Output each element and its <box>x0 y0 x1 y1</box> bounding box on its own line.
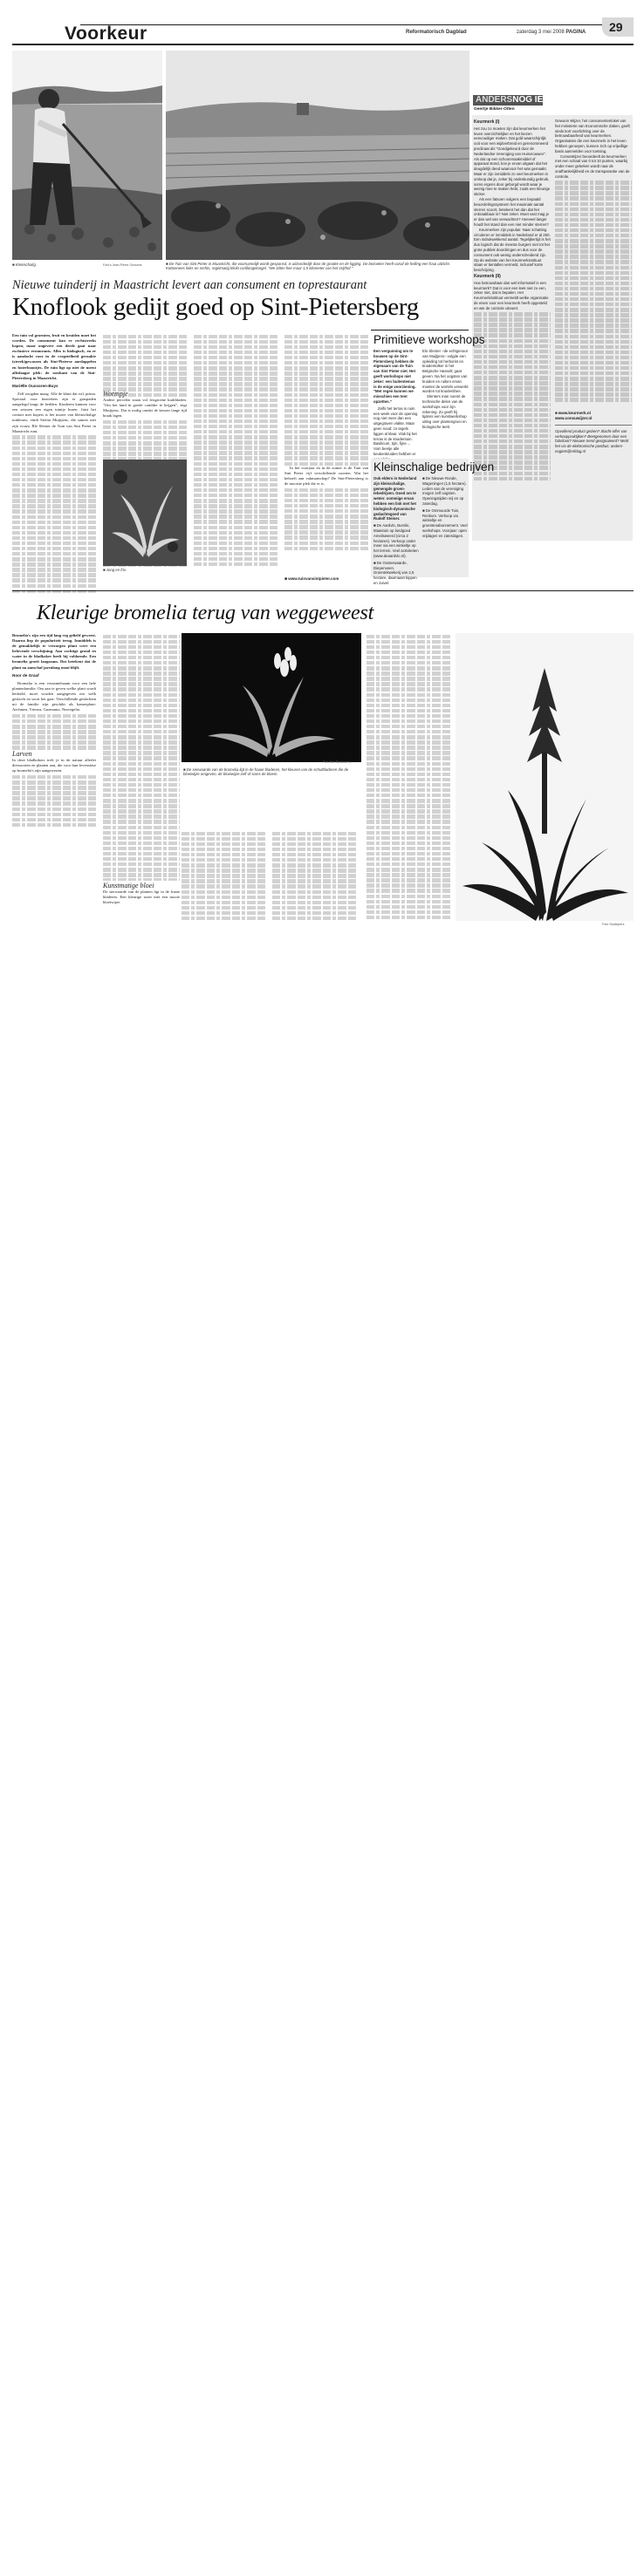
link-tuinvansintpieter[interactable]: www.tuinvansintpieter.com <box>288 576 339 581</box>
article2-body2: In deze bladkokers treft je in de natuur allerlei diersoorten en planten aan, die voor hun levensfase op bromelia's zijn aangewezen. <box>12 758 96 773</box>
workshops-lead: Een vergunning om te bouwen op de Sint-Pietersberg hebben de eigenaars van de Tuin van Sint Pieter niet. Het geeft workshops niet zeker: een buitentemas is de enige voorziening. "Met regen kunnen we misschien een tent opzetten." <box>373 349 416 404</box>
masthead-bottom-rule <box>12 44 634 45</box>
photo-landscape-caption <box>166 262 469 271</box>
kleinschalige-b2 <box>373 561 419 586</box>
article2-subhead-larven: Larven <box>12 750 32 758</box>
article1-byline: Mariëlle Oussoren-Buys <box>12 383 58 388</box>
column-note: Opvallend product gezien? Slacht-offer van verkooppraktijken? Beetgenomen door een fabrikant? Nieuwe trend gesignaleerd? Meld het via de elektronische postbus: anders-nogiets@refdag.nl <box>555 428 629 454</box>
article-separator <box>12 590 634 591</box>
column-p3: Keurmerken zijn populair. Naar schatting circuleren er inmiddels in Nederland er al 250. Een indrukwekkend aantal. Tegelijkertijd is het dus logisch dat de meeste burgers niet tot het grote publiek doordringen en dus voor de consument ook weinig onderscheidend zijn. Op de website van het Keurmerkinstituut staan er tientallen vermeld, inclusief korte beschrijving. <box>474 227 551 273</box>
column-brand-text <box>476 95 554 106</box>
article2-headline: Kleurige bromelia terug van weggeweest <box>37 602 374 624</box>
article1-headline: Knoflook gedijt goed op Sint-Pietersberg <box>12 293 419 321</box>
article2-byline: Noor de Graaf <box>12 672 39 678</box>
workshops-body1: Zelfs het terras is ruim een week voor de opening nog niet meer dan een uitgegraven vlakte. Maar geen nood: zo tegels liggen al klaar. Vlak bij het terras is de kruidentuin. Basilicum, tijm, fijne ... Vom beetje alle keukenkruiden hebben er <box>373 405 418 456</box>
masthead-top-rule <box>80 24 604 25</box>
article2-subhead-kunstmatige: Kunstmatige bloei <box>103 882 154 889</box>
kleinschalige-lead: Ook elders in Nederland zijn kleinschalige, gemengde groentebedrijven. Goed om te weten: sommige ervan hebben een link met het biologisch-dynamische gedachtegoed van Rudolf Steiner. <box>373 476 417 521</box>
article1-col4-text-a <box>284 335 368 466</box>
article2-body1: Bromelia is een verzamelnaam voor een hele plantenfamilie. Om aan te geven welke plant wordt bedoeld, moet worden aangegeven om welk geslacht en soort het gaat. Verschillende geslachten uit de familie zijn geschikt als kamerplant: Aechmea, Vriesea, Guzmania, Neoregelia. <box>12 680 96 712</box>
column-text-continuation-2 <box>555 181 632 407</box>
caption-text: De Tuin van Sint Pieter in Maastricht, die voornamelijk wordt gesponsd, is uitzonderlijk door de grootte en de ligging. De bezoeker heeft vanaf de helling een fraai uitzicht. Kottonnees links en rechts, regelmatig klinkt carillongelongel. "We zitten hier maar 1,5 kilometer van het Vrijthof." <box>166 262 450 271</box>
section-title: Voorkeur <box>65 24 147 44</box>
column-text-continuation <box>474 312 551 2056</box>
kleinschalige-b1 <box>373 523 419 559</box>
article2-col5 <box>367 633 450 925</box>
bedrijf-2: De Oosterwaarde, Diepenveen. Groentekwekerij van 2,5 hectare, daarnaast kippen en zuivel. <box>373 560 417 585</box>
column-box-col2 <box>555 119 632 540</box>
link-consuwijzer[interactable]: www.consuwijzer.nl <box>555 416 593 421</box>
square-bullet-icon: ■ <box>422 508 426 513</box>
bullet-icon: ■ <box>103 568 106 572</box>
plant-illustration <box>103 460 187 566</box>
column-p6: ConsuWijzer beoordeelt de keurmerken met een schaal van 0 tot 10 punten, waarbij onder meer gekeken wordt naar de onafhankelijkheid en de transparantie van de controle. <box>555 153 630 179</box>
bromelia-illustration <box>182 633 361 762</box>
workshops-col2 <box>422 349 469 455</box>
photo-bromelia-tall <box>456 633 634 921</box>
article2-col3b <box>182 830 265 926</box>
bromelia-tall-illustration <box>456 633 634 921</box>
bedrijf-1: De Aardvlo, Burniki, Maastuin op landgoed Amelisweerd (circa 2 hectares). Verkoop onder meer via een winkeltje op het terrein. Veel activiteiten (www.deaardvlo.nl). <box>373 523 419 558</box>
workshops-title: Primitieve workshops <box>373 333 485 346</box>
article2-col3-text <box>182 832 265 2576</box>
article1-lead: Een tuin vol groenten, fruit en kruiden moet het worden. De consument kan er rechtstreeks kopen, maar ongeveer een derde gaat naar exclusieve restaurants. Alles is biologisch, en er is aandacht voor in de vergetelheid geraakte (streek)gewassen als Sint-Pieterse aardappelen en boterboontjes. De tuin ligt op niet de meest alledaagse plek: de oostkant van de Sint-Pietersberg in Maastricht. <box>12 333 96 380</box>
workshops-body2: Elo Slenter –de echtgenoot van Muijtjens– volgde een opleiding tot herborist en kruidentolker in het Belgische Hasselt; gaat geven. Na het oogsten van kruiden en ruiken ervan moeten de wortels verwerkt worden tot kruidenthee. <box>422 349 469 394</box>
date-line <box>517 30 586 35</box>
article2-col5-text <box>367 635 450 2379</box>
brand-b: NOG IETS <box>512 95 555 105</box>
article1-col4 <box>284 333 368 558</box>
article1-col2-text-a <box>103 335 187 389</box>
article2-col1-text <box>12 714 96 749</box>
kleinschalige-b4 <box>422 508 469 539</box>
photo-young-plant-caption <box>103 568 187 572</box>
column-p1: Het zou zo moeten zijn dat keurmerken het leven overzichtelijker en het kiezen eenvoudiger maken. Dat gold waarschijnlijk ooit voor een wijdverbreid en gerenommeerd predicaat als "Goedgekeurd door de Nederlandse Vereniging van Huisvrouwen". Als dat op een schoonmaakmiddel of apparaat stond, kon je ervan uitgaan dat het deugdelijk deed waarvoor het was gemaakt. Maar er zijn inmiddels zo veel keurmerken in omloop dat je, zeker bij ondeskundig gebruik, soms ergens door geborgd wordt waar je weinig mee te maken hebt, zoals een kleurige sticker. <box>474 126 551 197</box>
photo-young-plant <box>103 460 187 566</box>
article1-body: Zelf zoogden maag. Alle de klant dat wil, prima. Speciaal voor bezoekers zijn er graspaden aangelegd langs de bedden. Kinderen kunnen voor een seizoen een eigen tuintje huren. Juist het contact met kopers is het mooie van kleinschalige tuinbouw, vindt Stefan Muijtjens, die samen met zijn vrouw Ble Slenter de Tuin van Sint Pieter in Maastricht runt. <box>12 391 96 433</box>
column-head-2: Keurmerk (II) <box>474 273 501 279</box>
article2-col4-text <box>272 832 356 2576</box>
caption-text: Jong en fris. <box>106 568 127 572</box>
workshops-body3: Slenters man noemt de technische delen van de workshops voor zijn rekening. Zo geeft hij tijdens een kunstwerkshop uitleg over plantengroei en biologische teelt. <box>422 394 467 429</box>
date: zaterdag 3 mei 2008 <box>517 30 565 35</box>
column-box-col1 <box>474 119 551 540</box>
brand-a: ANDERS <box>476 95 513 105</box>
farmer-illustration <box>12 51 162 260</box>
landscape-illustration <box>166 51 469 260</box>
column-author: Geertje Bikker-Otten <box>474 107 515 112</box>
bullet-icon: ■ <box>166 262 169 266</box>
photo-bromelia-tall-credit: Foto Studiopers <box>602 923 625 926</box>
photo-bromelia-credit: Foto Ilse Eyskovens <box>323 760 352 764</box>
article2-lead: Bromelia's zijn een tijd lang erg geliefd geweest. Daarna liep de populariteit terug. Inmiddels is de gemakkelijk te verzorgen plant weer een belovende verschijning. Aan vochtige grond en water in de bladkoker heeft hij voldoende. Een bromelia groeit langzaam. Dat betekent dat de plant na aanschaf jarenlang mooi blijft. <box>12 633 96 670</box>
kleinschalige-col2 <box>422 476 469 576</box>
page-number: 29 <box>609 20 623 34</box>
photo-farmer-caption <box>12 262 117 267</box>
article1-kicker: Nieuwe tuinderij in Maastricht levert aan consument en toprestaurant <box>12 278 367 292</box>
arrow-icon: ■ <box>555 411 558 416</box>
article1-web <box>284 569 368 584</box>
article2-col2-sub <box>103 881 180 926</box>
page-label: PAGINA <box>565 30 586 35</box>
kleinschalige-b3 <box>422 476 469 507</box>
link-keurmerk[interactable]: www.keurmerk.nl <box>558 411 591 416</box>
article1-body3: In het voorjaar en in de zomer is de Tuin van Sint Pieter vijf verschillende soorten. Wat het behoeft aan vakmanschap? De Sint-Pietersberg is de mooiste plek die er is. <box>284 465 368 486</box>
square-bullet-icon: ■ <box>284 577 289 582</box>
photo-landscape <box>166 51 469 260</box>
photo-bromelia-caption <box>183 767 360 777</box>
photo-farmer <box>12 51 162 260</box>
bedrijf-3: De Nieuwe Ronde, Wageningen (1,5 hectare). Leden van de vereniging mogen zelf oogsten. Openingstijden vrij en op zaterdag. <box>422 476 467 506</box>
bedrijf-4: De Ommuurde Tuin, Renkum. Verkoop via winkeltje en groentenabonnement. Veel workshops. Voorjaar: open vrijdagen en zaterdagen. <box>422 508 468 538</box>
column-web-2 <box>555 416 632 421</box>
caption-text: De sierwaarde van de bromelia ligt in de fraaie bladeren, het kleuren van de schutbladeren die de bloeiwijze omgeven, de bloeiwijze zelf of soms de bloem. <box>183 767 349 777</box>
bullet-icon: ■ <box>183 767 187 772</box>
paper-name: Reformatorisch Dagblad <box>406 30 467 35</box>
article2-col1-continuation <box>12 775 96 2519</box>
bullet-icon: ■ <box>12 262 16 267</box>
column-p2: Als een fatsoen volgens een bepaald beoordelingssysteem het maximale aantal sterren scoort, betekent het dan dat het onkraakbaar is? Niet zeker. Moet vast mag je er dan wel van verwachten? Hoeveel langer houdt het stand dan een niet minder sterren? <box>474 196 549 227</box>
article2-body3: De sierwaarde van de planten ligt in de fraaie bladeren. Een kleurige rozet met een mooie bloeiwijze. <box>103 889 180 905</box>
photo-bromelia-dark <box>182 633 361 762</box>
column-head-1: Keurmerk (I) <box>474 119 500 125</box>
article1-col1 <box>12 333 96 577</box>
article1-body2: Andere percelen staan vol frisgroene kurkbladen. "Om het land in goede conditie te krijgen", zegt Muijtjens. Dat is nodig omdat de kessen lange tijd braak lagen. <box>103 397 187 419</box>
kleinschalige-col1 <box>373 476 419 585</box>
square-bullet-icon: ■ <box>373 523 377 528</box>
article2-col1 <box>12 633 96 925</box>
masthead <box>12 19 634 47</box>
square-bullet-icon: ■ <box>422 476 426 480</box>
article1-col3 <box>194 333 277 573</box>
caption-text: Kleinschalig. <box>15 262 37 267</box>
kleinschalige-title: Kleinschalige bedrijven <box>373 460 495 474</box>
column-p4: Hoe betrouwbaar dan wel informatief is een keurmerk? Dat is voor een leek niet zo een, zeker niet, dat is bepalen. Het Keurmerkinstituut vermeldt welke organisatie de eisen voor een keurmerk heeft opgesteld en wie de controle uitvoert. <box>474 280 549 310</box>
photo-credit: Foto's Jean-Pierre Geusens <box>103 263 142 267</box>
workshops-col1 <box>373 349 419 455</box>
square-bullet-icon: ■ <box>373 560 377 565</box>
column-p5: Gewoon Wijzer, het consumentenloket van het ministerie van Economische Zaken, geeft sinds kort voorlichting over de betrouwbaarheid van keurmerken. Organisaties die een keurmerk in het leven hebben geroepen, kunnen zich op vrijwillige basis aanmelden voor toetsing. <box>555 119 630 153</box>
article2-col4 <box>272 830 356 926</box>
article1-subhead: Wormpje <box>103 389 128 398</box>
column-divider <box>555 425 632 426</box>
